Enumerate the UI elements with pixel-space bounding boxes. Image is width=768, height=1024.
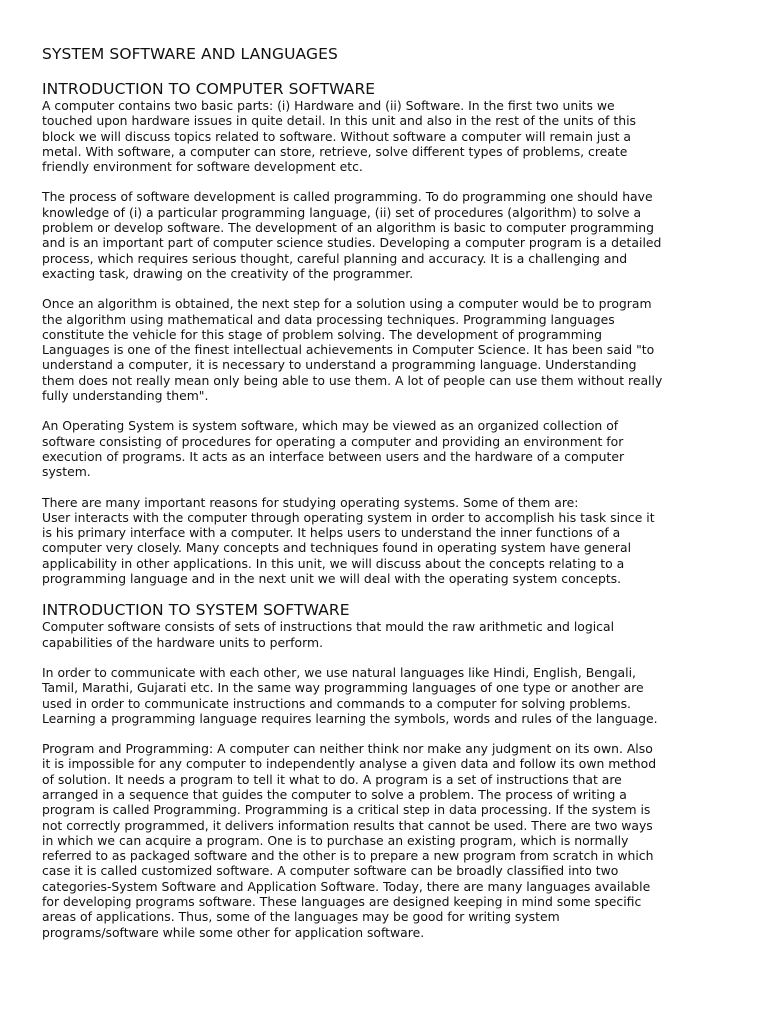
text-line: Computer software consists of sets of instructions that mould the raw arithmetic and logical xyxy=(42,619,615,635)
text-line: fully understanding them". xyxy=(42,388,209,404)
paragraph xyxy=(42,665,732,726)
text-line: Learning a programming language requires learning the symbols, words and rules of the language. xyxy=(42,710,658,726)
paragraph xyxy=(42,619,732,650)
section-heading: INTRODUCTION TO SYSTEM SOFTWARE xyxy=(42,601,350,620)
text-line: and is an important part of computer science studies. Developing a computer program is a detailed xyxy=(42,235,662,251)
text-line: the algorithm using mathematical and data processing techniques. Programming languages xyxy=(42,311,615,327)
text-line: The process of software development is called programming. To do programming one should have xyxy=(42,189,653,205)
text-line: understand a computer, it is necessary to understand a programming language. Understanding xyxy=(42,357,637,373)
text-line: exacting task, drawing on the creativity of the programmer. xyxy=(42,265,414,281)
text-line: applicability in other applications. In this unit, we will discuss about the concepts relating to a xyxy=(42,555,625,571)
paragraph xyxy=(42,189,732,281)
text-line: them does not really mean only being able to use them. A lot of people can use them without really xyxy=(42,372,663,388)
text-line: block we will discuss topics related to software. Without software a computer will remain just a xyxy=(42,128,631,144)
text-line: Program and Programming: A computer can neither think nor make any judgment on its own. Also xyxy=(42,741,653,757)
section-heading: INTRODUCTION TO COMPUTER SOFTWARE xyxy=(42,80,376,98)
text-line: for developing programs software. These languages are designed keeping in mind some specific xyxy=(42,894,642,910)
paragraph xyxy=(42,741,732,940)
text-line: An Operating System is system software, which may be viewed as an organized collection of xyxy=(42,418,619,434)
paragraph xyxy=(42,418,732,479)
text-line: Once an algorithm is obtained, the next step for a solution using a computer would be to program xyxy=(42,296,652,312)
text-line: referred to as packaged software and the other is to prepare a new program from scratch in which xyxy=(42,848,654,864)
text-line: programming language and in the next unit we will deal with the operating system concepts. xyxy=(42,571,622,587)
paragraph xyxy=(42,495,732,587)
text-line: is his primary interface with a computer. It helps users to understand the inner functions of a xyxy=(42,525,621,541)
text-line: friendly environment for software development etc. xyxy=(42,159,363,175)
text-line: touched upon hardware issues in quite detail. In this unit and also in the rest of the units of this xyxy=(42,113,636,129)
text-line: it is impossible for any computer to independently analyse a given data and follow its own method xyxy=(42,756,657,772)
text-line: Tamil, Marathi, Gujarati etc. In the same way programming languages of one type or another are xyxy=(42,680,644,696)
text-line: of solution. It needs a program to tell it what to do. A program is a set of instructions that are xyxy=(42,771,622,787)
section-2 xyxy=(42,601,732,940)
text-line: knowledge of (i) a particular programming language, (ii) set of procedures (algorithm) to solve a xyxy=(42,204,642,220)
text-line: process, which requires serious thought, careful planning and accuracy. It is a challenging and xyxy=(42,250,628,266)
paragraph xyxy=(42,98,732,174)
text-line: used in order to communicate instructions and commands to a computer for solving problems. xyxy=(42,695,631,711)
text-line: software consisting of procedures for operating a computer and providing an environment for xyxy=(42,433,624,449)
document-title: SYSTEM SOFTWARE AND LANGUAGES xyxy=(42,45,338,63)
section-1 xyxy=(42,80,732,586)
paragraph xyxy=(42,296,732,403)
text-line: program is called Programming. Programming is a critical step in data processing. If the system is xyxy=(42,802,651,818)
text-line: case it is called customized software. A computer software can be broadly classified into two xyxy=(42,863,619,879)
text-line: A computer contains two basic parts: (i) Hardware and (ii) Software. In the first two units we xyxy=(42,98,615,113)
text-line: arranged in a sequence that guides the computer to solve a problem. The process of writing a xyxy=(42,786,627,802)
text-line: There are many important reasons for studying operating systems. Some of them are: xyxy=(42,494,579,510)
document-page xyxy=(42,45,732,955)
text-line: problem or develop software. The development of an algorithm is basic to computer programming xyxy=(42,220,654,236)
text-line: computer very closely. Many concepts and techniques found in operating system have general xyxy=(42,540,632,556)
text-line: not correctly programmed, it delivers information results that cannot be used. There are two ways xyxy=(42,817,653,833)
text-line: In order to communicate with each other, we use natural languages like Hindi, English, Bengali, xyxy=(42,664,636,680)
text-line: areas of applications. Thus, some of the languages may be good for writing system xyxy=(42,909,560,925)
text-line: categories-System Software and Application Software. Today, there are many languages available xyxy=(42,878,651,894)
text-line: User interacts with the computer through operating system in order to accomplish his task since it xyxy=(42,509,655,525)
text-line: in which we can acquire a program. One is to purchase an existing program, which is normally xyxy=(42,832,629,848)
text-line: Languages is one of the finest intellectual achievements in Computer Science. It has been said "to xyxy=(42,342,655,358)
document-body xyxy=(42,80,732,940)
text-line: programs/software while some other for application software. xyxy=(42,924,425,940)
text-line: metal. With software, a computer can store, retrieve, solve different types of problems, create xyxy=(42,143,628,159)
text-line: system. xyxy=(42,464,91,480)
text-line: constitute the vehicle for this stage of problem solving. The development of programming xyxy=(42,326,602,342)
text-line: capabilities of the hardware units to perform. xyxy=(42,634,324,650)
text-line: execution of programs. It acts as an interface between users and the hardware of a computer xyxy=(42,448,625,464)
